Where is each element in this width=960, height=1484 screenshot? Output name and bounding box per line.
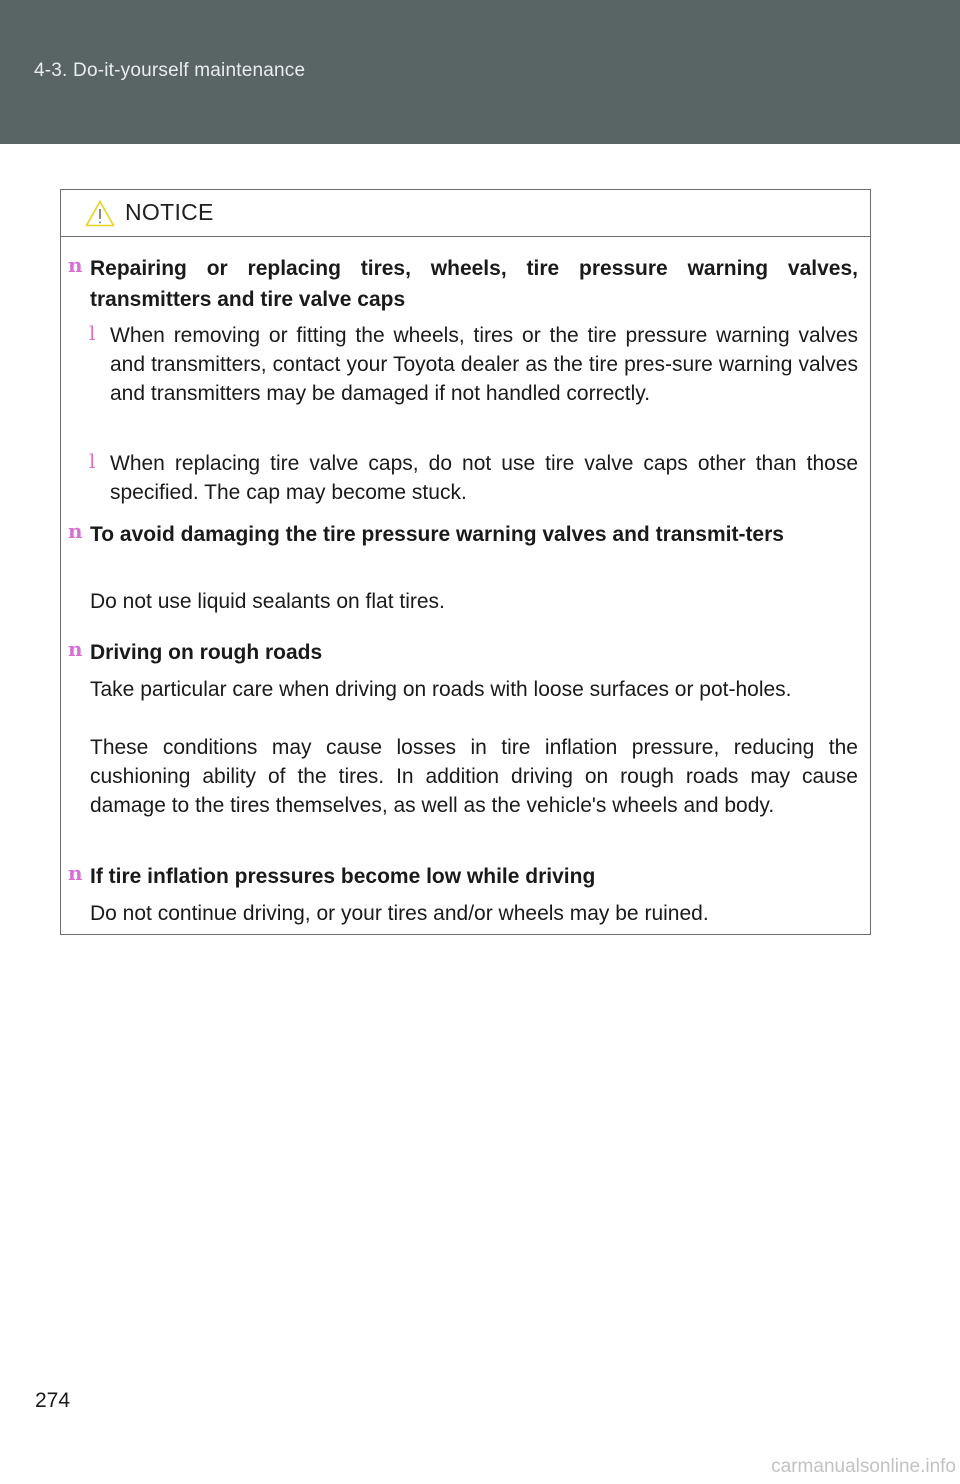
page-number: 274 bbox=[35, 1389, 71, 1412]
section-bullet: n bbox=[68, 861, 83, 885]
section-bullet: n bbox=[68, 637, 83, 661]
section-text: Take particular care when driving on roads with loose surfaces or pot-holes. bbox=[90, 678, 792, 701]
section-heading: Repairing or replacing tires, wheels, tire pressure warning valves, transmitters and tire valve caps bbox=[90, 257, 858, 311]
section-text: These conditions may cause losses in tire inflation pressure, reducing the cushioning ability of the tires. In addition driving on rough roads may cause damage to the tires themselves, as well as the vehicle's wheels and body. bbox=[90, 736, 858, 817]
section-text: Do not continue driving, or your tires and/or wheels may be ruined. bbox=[90, 902, 709, 925]
section-heading: Driving on rough roads bbox=[90, 641, 323, 664]
section-heading: To avoid damaging the tire pressure warning valves and transmit-ters bbox=[90, 523, 784, 546]
section-title: 4-3. Do-it-yourself maintenance bbox=[34, 60, 306, 81]
watermark: carmanualsonline.info bbox=[771, 1456, 956, 1477]
notice-header bbox=[61, 190, 870, 237]
section-text: Do not use liquid sealants on flat tires. bbox=[90, 590, 445, 613]
notice-box bbox=[60, 189, 871, 935]
section-heading: If tire inflation pressures become low while driving bbox=[90, 865, 596, 888]
item-bullet: l bbox=[89, 321, 96, 345]
item-bullet: l bbox=[89, 449, 96, 473]
notice-label: NOTICE bbox=[125, 199, 214, 225]
warning-triangle-icon bbox=[85, 200, 115, 227]
item-text: When removing or fitting the wheels, tires or the tire pressure warning valves and transmitters, contact your Toyota dealer as the tire pres-sure warning valves and transmitters may be damaged if not handled correctly. bbox=[110, 324, 858, 405]
item-text: When replacing tire valve caps, do not use tire valve caps other than those specified. The cap may become stuck. bbox=[110, 452, 858, 504]
chapter-header bbox=[0, 0, 960, 144]
section-bullet: n bbox=[68, 519, 83, 543]
section-bullet: n bbox=[68, 253, 83, 277]
